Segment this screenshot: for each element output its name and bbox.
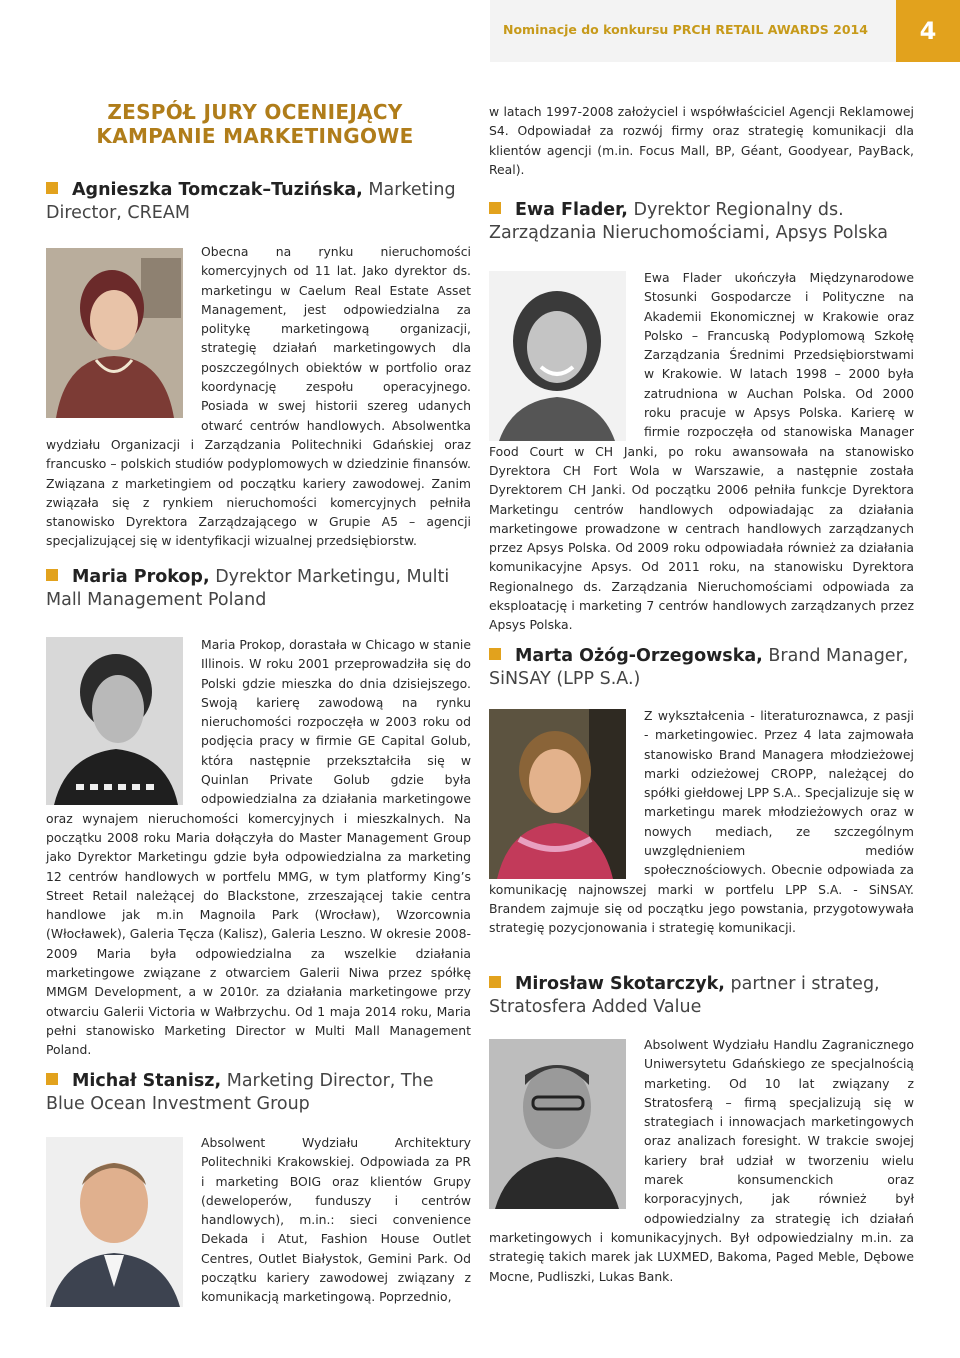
person-portrait-icon xyxy=(489,271,626,441)
person-portrait-icon xyxy=(489,1039,626,1209)
juror-skotarczyk xyxy=(489,973,914,1286)
juror-prokop xyxy=(46,566,471,1060)
bullet-square-icon xyxy=(46,1073,58,1085)
juror-role: Marketing Director, CREAM xyxy=(46,180,456,223)
juror-bio: Absolwent Wydziału Handlu Zagranicznego Uniwersytetu Gdańskiego ze specjalnością marketing. Od 10 lat związany z Stratosferą – firmą specjalizują się w strategiach i innowacjach marketingowych oraz analizach foresight. W trakcie swojej kariery brał udział w tworzeniu wielu marek konsumenckich oraz korporacyjnych, jak również był odpowiedzialny za strategię ich działań marketingowych i komunikacyjnych. Był odpowiedzialny m.in. za strategię takich marek jak LUXMED, Bakoma, Paged Meble, Dębowe Mocne, Pudliszki, Lukas Bank. xyxy=(489,1037,914,1284)
juror-bio: Z wykształcenia - literaturoznawca, z pasji - marketingowiec. Przez 4 lata zajmowała stanowisko Brand Managera młodzieżowej marki odzieżowej CROPP, należącej do spółki giełdowej LPP S.A.. Specjalizuje się w marketingu marek młodzieżowych oraz w nowych mediach, ze szczególnym uwzględnieniem mediów społecznościowych. Obecnie odpowiada za komunikację najnowszej marki w portfelu LPP S.A. - SiNSAY. Brandem zajmuje się od początku jego powstania, przygotowywała strategię pozycjonowania i strategię komunikacji. xyxy=(489,708,914,936)
juror-bio: Ewa Flader ukończyła Międzynarodowe Stosunki Gospodarcze i Polityczne na Akademii Ekonomicznej w Krakowie oraz Polsko – Francuską Podyplomową Szkołę Zarządzania Średnimi Przedsiębiorstwami w Krakowie. W latach 1998 – 2000 była zatrudniona w Auchan Polska. Od 2000 roku pracuje w Apsys Polska. Karierę w firmie rozpoczęła od stanowiska Manager Food Court w CH Janki, po roku awansowała na stanowisko Dyrektora CH Fort Wola w Warszawie, a następnie została Dyrektorem CH Janki. Od początku 2006 pełniła funkcje Dyrektora Marketingu centrów handlowych odpowiadając za działania marketingowe prowadzone w centrach handlowych zarządzanych przez Apsys Polska. Od 2009 roku odpowiadała również za działania komunikacyjne Apsys. Od 2011 roku, na stanowisku Dyrektora Regionalnego ds. Zarządzania Nieruchomościami odpowiada za eksploatację i marketing 7 centrów handlowych zarządzanych przez Apsys Polska. xyxy=(489,270,914,633)
juror-flader xyxy=(489,199,914,635)
page-number: 4 xyxy=(896,0,960,62)
juror-role: partner i strateg, Stratosfera Added Value xyxy=(489,974,880,1017)
juror-name: Michał Stanisz, xyxy=(72,1071,222,1091)
person-portrait-icon xyxy=(46,637,183,805)
juror-photo xyxy=(46,1137,183,1307)
person-portrait-icon xyxy=(489,709,626,879)
juror-tomczak-tuzinska xyxy=(46,179,471,551)
juror-heading xyxy=(46,566,471,612)
person-portrait-icon xyxy=(46,248,183,418)
juror-role: Marketing Director, The Blue Ocean Investment Group xyxy=(46,1071,434,1114)
continuation-paragraph: w latach 1997-2008 założyciel i współwłaściciel Agencji Reklamowej S4. Odpowiadał za rozwój firmy oraz strategię komunikacji dla klientów agencji (m.in. Focus Mall, BP, Géant, Goodyear, PayBack, Real). xyxy=(489,104,914,177)
juror-bio: Absolwent Wydziału Architektury Politechniki Krakowskiej. Odpowiada za PR i marketing BOIG oraz klientów Grupy (deweloperów, funduszy i centrów handlowych), m.in.: sieci convenience Dekada i Atut, Fashion House Outlet Centres, Outlet Białystok, Gemini Park. Od początku kariery zawodowej związany z komunikacją marketingową. Poprzednio, xyxy=(201,1135,471,1305)
section-title: ZESPÓŁ JURY OCENIEJĄCY KAMPANIE MARKETINGOWE xyxy=(96,100,414,148)
bullet-square-icon xyxy=(489,648,501,660)
juror-role: Dyrektor Marketingu, Multi Mall Management Poland xyxy=(46,567,450,610)
juror-name: Maria Prokop, xyxy=(72,567,210,587)
juror-name: Mirosław Skotarczyk, xyxy=(515,974,725,994)
juror-name: Agnieszka Tomczak–Tuzińska, xyxy=(72,180,363,200)
juror-heading xyxy=(489,199,914,245)
juror-photo xyxy=(489,271,626,441)
juror-role: Dyrektor Regionalny ds. Zarządzania Nieruchomościami, Apsys Polska xyxy=(489,200,889,243)
bullet-square-icon xyxy=(489,976,501,988)
juror-bio: Maria Prokop, dorastała w Chicago w stanie Illinois. W roku 2001 przeprowadziła się do Polski gdzie mieszka do dnia dzisiejszego. Swoją karierę zawodową na rynku nieruchomości rozpoczęła w 2003 roku od podjęcia pracy w firmie GE Capital Golub, która następnie przekształciła się w Quinlan Private Golub gdzie była odpowiedzialna za działania marketingowe oraz wynajem nieruchomości komercyjnych i mieszkalnych. Na początku 2008 roku Maria dołączyła do Master Management Group jako Dyrektor Marketingu gdzie była odpowiedzialna za marketing 12 centrów handlowych w portfelu MMG, w tym platformy King’s Street Retail należącej do Blackstone, zrzeszającej takie centra handlowe jak m.in Magnoila Park (Wrocław), Wzorcownia (Włocławek), Galeria Tęcza (Kalisz), Galeria Leszno. W okresie 2008-2009 Maria była odpowiedzialna za wszelkie działania marketingowe związane z otwarciem Galerii Niwa przez spółkę MMGM Development, a w 2010r. za działania marketingowe przy otwarciu Galerii Victoria w Wałbrzychu. Od 1 maja 2014 roku, Maria pełni stanowisko Marketing Director w Multi Mall Management Poland. xyxy=(46,637,471,1058)
juror-role: Brand Manager, SiNSAY (LPP S.A.) xyxy=(489,646,909,689)
juror-photo xyxy=(46,637,183,805)
juror-photo xyxy=(489,709,626,879)
juror-photo xyxy=(46,248,183,418)
header-title: Nominacje do konkursu PRCH RETAIL AWARDS 2014 xyxy=(503,22,868,37)
juror-heading xyxy=(489,645,914,691)
juror-stanisz xyxy=(46,1070,471,1307)
bullet-square-icon xyxy=(489,202,501,214)
juror-heading xyxy=(489,973,914,1019)
juror-photo xyxy=(489,1039,626,1209)
juror-heading xyxy=(46,1070,471,1116)
person-portrait-icon xyxy=(46,1137,183,1307)
juror-heading xyxy=(46,179,471,225)
juror-name: Ewa Flader, xyxy=(515,200,628,220)
bullet-square-icon xyxy=(46,182,58,194)
juror-name: Marta Ożóg-Orzegowska, xyxy=(515,646,763,666)
juror-bio: Obecna na rynku nieruchomości komercyjnych od 11 lat. Jako dyrektor ds. marketingu w Caelum Real Estate Asset Management, jest odpowiedzialna za politykę marketingową organizacji, strategię działań marketingowych dla poszczególnych obiektów w portfolio oraz koordynację zespołu operacyjnego. Posiada w swej historii szereg udanych otwarć centrów handlowych. Absolwentka wydziału Organizacji i Zarządzania Politechniki Gdańskiej oraz francusko – polskich studiów podyplomowych w dziedzinie finansów. Związana z marketingiem od początku kariery zawodowej. Zanim związała się z rynkiem nieruchomości komercyjnych pełniła stanowisko Dyrektora Zarządzającego w Grupie A5 – agencji specjalizującej się w identyfikacji wizualnej przedsiębiorstw. xyxy=(46,244,471,549)
juror-ozog-orzegowska xyxy=(489,645,914,938)
bullet-square-icon xyxy=(46,569,58,581)
